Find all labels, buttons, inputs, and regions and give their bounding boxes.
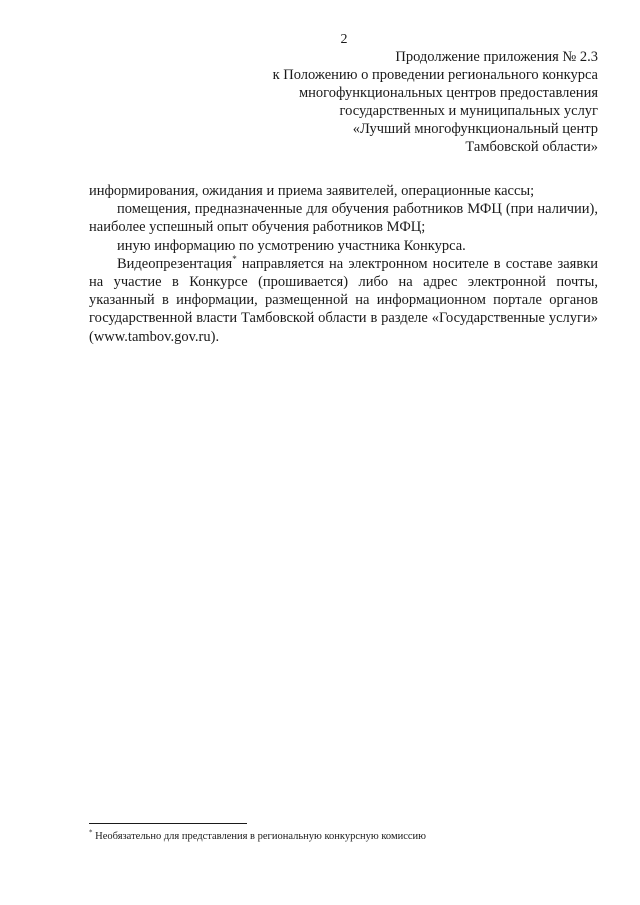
footnote-text: Необязательно для представления в региональную конкурсную комиссию: [92, 831, 427, 842]
paragraph-informing: информирования, ожидания и приема заявителей, операционные кассы;: [89, 183, 535, 199]
header-line: Тамбовской области»: [465, 139, 598, 155]
video-presentation-term: Видеопрезентация: [117, 255, 233, 272]
body-text: [89, 182, 598, 346]
paragraph-other-info: иную информацию по усмотрению участника Конкурса.: [117, 237, 466, 254]
footnote-reference: *: [232, 253, 237, 264]
header-line: государственных и муниципальных услуг: [339, 103, 598, 119]
header-line: «Лучший многофункциональный центр: [352, 121, 598, 137]
page-number: 2: [340, 32, 348, 47]
footnote-mark: *: [89, 828, 93, 837]
footnote: [89, 830, 609, 843]
video-presentation-text: направляется на электронном носителе в составе заявки на участие в Конкурсе (прошивается) либо на адрес электронной почты, указанный в информации, размещенной на информационном портале органов государственной власти Тамбовской области в разделе «Государственные услуги» (www.tambov.gov.ru).: [89, 255, 598, 345]
header-line: Продолжение приложения № 2.3: [395, 49, 598, 65]
header-line: к Положению о проведении регионального конкурса: [272, 67, 598, 83]
annex-header: [178, 48, 598, 156]
header-line: многофункциональных центров предоставления: [298, 85, 598, 101]
footnote-divider: [89, 823, 247, 824]
paragraph-training-rooms: помещения, предназначенные для обучения работников МФЦ (при наличии), наиболее успешный опыт обучения работников МФЦ;: [89, 201, 598, 236]
paragraph-video-presentation: [89, 255, 598, 346]
